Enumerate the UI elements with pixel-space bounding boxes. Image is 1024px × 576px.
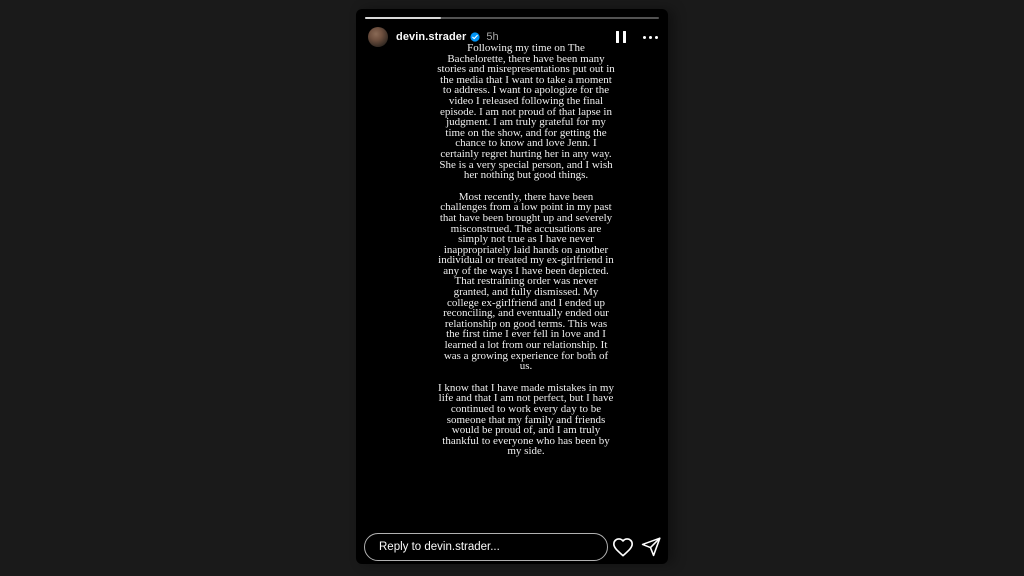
story-paragraph-1: Following my time on The Bachelorette, there have been many stories and misrepresentations put out in the media that I want to take a moment to address. I want to apologize for the video I released following the final episode. I am not proud of that lapse in judgment. I am truly grateful for my time on the show, and for getting the chance to know and love Jenn. I certainly regret hurting her in any way. She is a very special person, and I wish her nothing but good things. (437, 42, 615, 182)
pause-icon (616, 31, 619, 43)
share-button[interactable] (640, 536, 662, 558)
story-paragraph-2: Most recently, there have been challenges from a low point in my past that have been brought up and severely misconstrued. The accusations are simply not true as I have never inappropriately laid hands on another individual or treated my ex-girlfriend in any of the ways I have been depicted. That restraining order was never granted, and fully dismissed. My college ex-girlfriend and I ended up reconciling, and eventually ended our relationship on good terms. This was the first time I ever fell in love and I learned a lot from our relationship. It was a growing experience for both of us. (438, 190, 614, 373)
story-progress-bar (365, 17, 659, 19)
paper-plane-icon (643, 538, 660, 555)
reply-input[interactable] (364, 533, 608, 561)
like-button[interactable] (612, 536, 634, 558)
story-text (437, 43, 615, 468)
story-paragraph-3: I know that I have made mistakes in my life and that I am not perfect, but I have continued to work every day to be someone that my family and friends would be proud of, and I am truly thankful to everyone who has been by my side. (438, 381, 614, 458)
heart-outline-icon (614, 539, 632, 556)
story-timestamp: 5h (486, 31, 499, 43)
story-card (356, 9, 668, 564)
username[interactable]: devin.strader (396, 31, 467, 43)
pause-button[interactable] (614, 29, 628, 45)
avatar[interactable] (368, 27, 388, 47)
story-progress-fill (365, 17, 441, 19)
ellipsis-icon (643, 36, 646, 39)
verified-badge-icon (470, 32, 480, 42)
more-options-button[interactable] (643, 32, 658, 43)
